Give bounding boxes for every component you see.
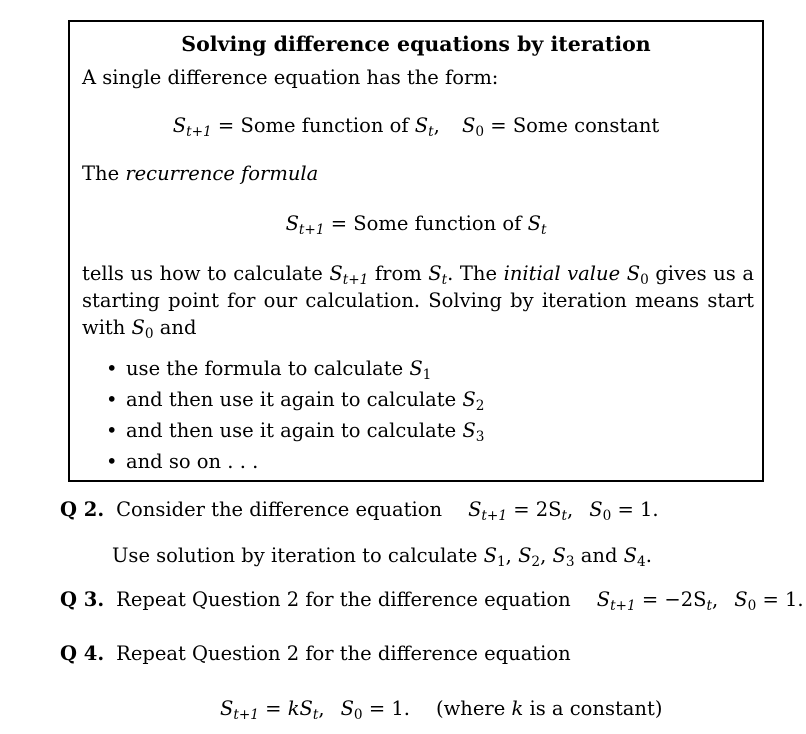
q2-init-val: = 1. [617,498,659,521]
q4-eq-lhs: S [220,697,234,720]
eq1-lhs-sub: t+1 [186,124,212,141]
para-var-1: S [329,262,343,285]
eq2-lhs-sub: t+1 [298,222,325,239]
q4-text: Repeat Question 2 for the difference equation [116,642,571,665]
eq1-init: S [462,114,476,137]
q4-note-b: is a constant) [529,697,663,720]
eq1-lhs: S [172,114,187,137]
recur-prefix: The [82,162,120,185]
question-2-instruction: Use solution by iteration to calculate $S_1$, $S_2$, $S_3$ and $S_4$. [112,544,652,571]
bullet-list [106,357,484,481]
q2-init: S [589,498,603,521]
question-3: Q 3. Repeat Question 2 for the difference equation $S_{t+1} = -2S_t$, $S_0 = 1$. [60,588,804,615]
eq2-var: S [527,212,541,235]
general-form-equation: $S_{t+1}$ = Some function of $S_t$, $S_0$ = Some constant [172,114,660,141]
recurrence-line [82,162,318,186]
summary-box [68,20,764,482]
q2-eq-rhs: = 2S [513,498,562,521]
q2-label: Q 2. [60,498,105,521]
eq1-var: S [414,114,429,137]
q3-init-val: = 1. [762,588,804,611]
eq1-var-sub: t [428,124,434,141]
bullet-icon: • [106,450,118,473]
eq2-mid: = Some function of [330,212,522,235]
para-text-2: from [374,262,422,285]
para-var-2: S [428,262,442,285]
question-2: Q 2. Consider the difference equation $S_{t+1} = 2S_t$, $S_0 = 1$. [60,498,659,525]
para-text-4: gives us a starting point for our calculation. Solving by iteration means start with [82,262,754,339]
intro-text: A single difference equation has the form: [82,66,499,89]
q4-eq-lhs-sub: t+1 [233,707,259,724]
para-text-1: tells us how to calculate [82,262,323,285]
q3-init-sub: 0 [747,598,757,615]
eq1-init-sub: 0 [475,124,485,141]
q3-eq-lhs: S [596,588,611,611]
para-text-3: . The [447,262,498,285]
q2-instruction-text: Use solution by iteration to calculate [112,544,478,567]
list-item: • and then use it again to calculate $S_3$ [106,419,485,446]
question-4 [60,642,571,666]
q3-eq-rhs: = −2S [641,588,707,611]
bullet-icon: • [106,388,118,411]
para-var-1-sub: t+1 [342,272,369,289]
explanation-paragraph [82,260,754,341]
para-var-2-sub: t [441,272,448,289]
question-4-equation: $S_{t+1} = kS_t$, $S_0 = 1$. (where k is a constant) [220,697,663,724]
eq2-lhs: S [285,212,299,235]
eq2-var-sub: t [540,222,547,239]
q3-eq-lhs-sub: t+1 [610,598,636,615]
bullet-icon: • [106,357,118,380]
q2-eq-rhs-sub: t [561,508,568,525]
q4-label: Q 4. [60,642,105,665]
q2-eq-lhs: S [468,498,482,521]
para-var-4: S [131,316,145,339]
para-text-5: and [159,316,197,339]
q2-text: Consider the difference equation [116,498,443,521]
para-var-4-sub: 0 [144,326,154,343]
q3-init: S [734,588,748,611]
list-item: • and so on . . . [106,450,259,473]
para-var-3: S [626,262,641,285]
q4-eq-rhs: = kS [265,697,313,720]
box-title: Solving difference equations by iteration [181,32,651,56]
recurrence-equation [70,212,762,239]
para-term-initial-value: initial value [503,262,621,285]
q4-init-val: = 1. [368,697,410,720]
q4-init: S [340,697,354,720]
q3-eq-rhs-sub: t [706,598,712,615]
q3-text: Repeat Question 2 for the difference equation [116,588,571,611]
recur-term: recurrence formula [125,162,319,185]
eq1-mid: = Some function of [217,114,409,137]
list-item: • and then use it again to calculate $S_2$ [106,388,485,415]
q4-note-k: k [511,697,524,720]
q4-init-sub: 0 [353,707,363,724]
eq1-rhs: = Some constant [490,114,660,137]
q4-eq-rhs-sub: t [312,707,319,724]
list-item: • use the formula to calculate $S_1$ [106,357,432,384]
q2-init-sub: 0 [602,508,612,525]
q2-eq-lhs-sub: t+1 [481,508,508,525]
para-var-3-sub: 0 [640,272,649,289]
bullet-icon: • [106,419,118,442]
q3-label: Q 3. [60,588,105,611]
q4-note-a: (where [435,697,506,720]
